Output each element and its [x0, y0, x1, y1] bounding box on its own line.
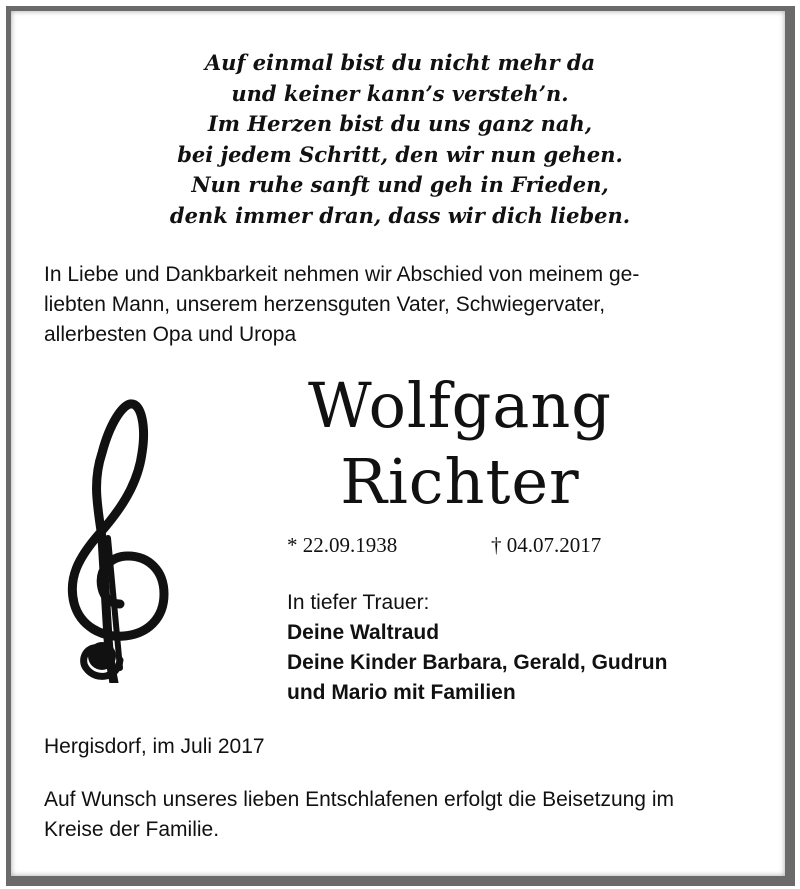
birth-date: * 22.09.1938 — [287, 533, 398, 557]
place-date: Hergisdorf, im Juli 2017 — [44, 735, 265, 758]
death-date: † 04.07.2017 — [491, 533, 602, 557]
poem — [0, 48, 800, 231]
mourner-line: Deine Waltraud — [287, 621, 440, 644]
life-dates — [287, 532, 647, 558]
intro-text — [44, 260, 744, 350]
treble-clef-icon — [62, 398, 174, 683]
intro-line: liebten Mann, unserem herzensguten Vater, Schwiegervater, — [44, 293, 606, 316]
mourner-line: und Mario mit Familien — [287, 681, 516, 704]
first-name: Wolfgang — [308, 369, 612, 442]
mourners — [287, 588, 767, 708]
burial-note — [44, 785, 764, 845]
mourners-heading: In tiefer Trauer: — [287, 591, 430, 614]
intro-line: allerbesten Opa und Uropa — [44, 323, 297, 346]
last-name: Richter — [340, 445, 580, 518]
mourner-line: Deine Kinder Barbara, Gerald, Gudrun — [287, 651, 668, 674]
poem-line: Nun ruhe sanft und geh in Frieden, — [191, 172, 609, 197]
intro-line: In Liebe und Dankbarkeit nehmen wir Abschied von meinem ge- — [44, 263, 640, 286]
note-line: Auf Wunsch unseres lieben Entschlafenen erfolgt die Beisetzung im — [44, 788, 674, 811]
note-line: Kreise der Familie. — [44, 818, 220, 841]
deceased-name — [250, 368, 670, 520]
poem-line: denk immer dran, dass wir dich lieben. — [169, 202, 631, 228]
poem-line: und keiner kann’s versteh’n. — [231, 80, 569, 106]
poem-line: Auf einmal bist du nicht mehr da — [204, 50, 596, 75]
poem-line: Im Herzen bist du uns ganz nah, — [207, 111, 593, 136]
poem-line: bei jedem Schritt, den wir nun gehen. — [177, 141, 623, 167]
